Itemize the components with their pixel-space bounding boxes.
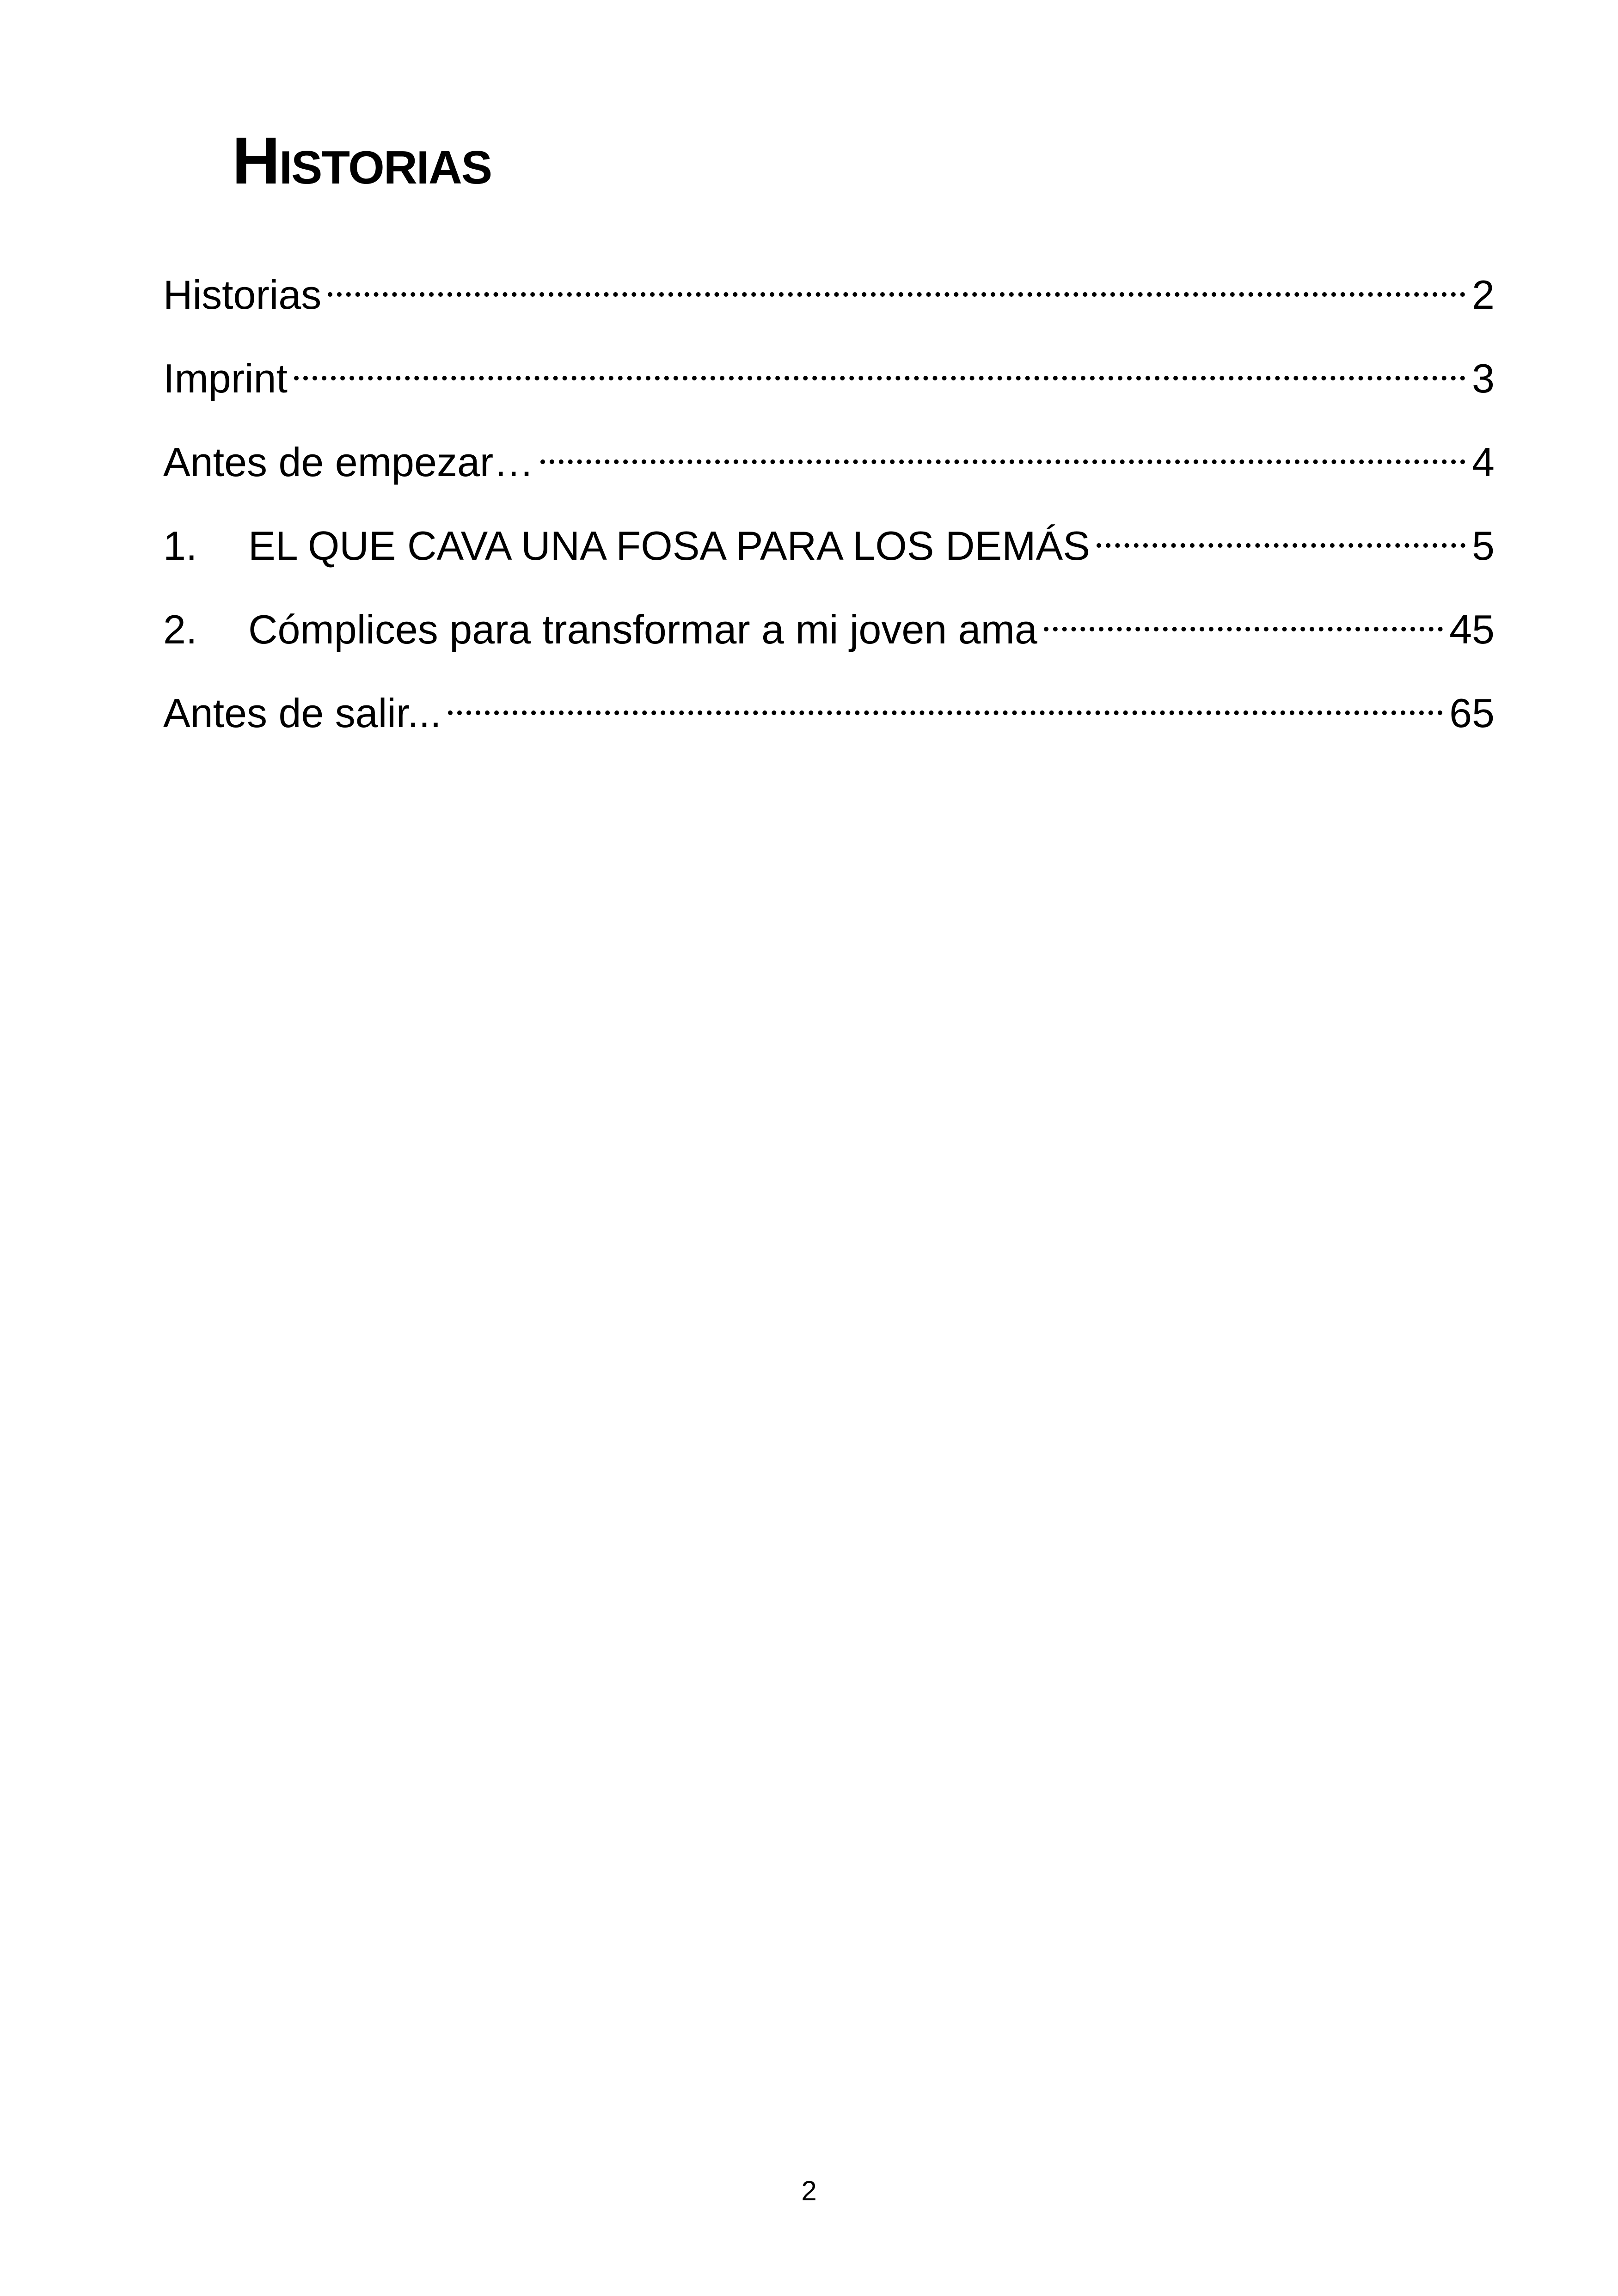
toc-entry-page: 3 <box>1472 355 1495 401</box>
toc-entry-page: 5 <box>1472 523 1495 569</box>
toc-entry-label: Imprint <box>163 355 288 401</box>
toc-dot-leader <box>294 337 1465 392</box>
toc-entry[interactable] <box>163 253 1495 337</box>
toc-entry-page: 4 <box>1472 439 1495 485</box>
toc-dot-leader <box>328 253 1465 309</box>
toc-entry-label: Cómplices para transformar a mi joven ama <box>248 606 1037 652</box>
page-title: Historias <box>232 123 492 198</box>
table-of-contents <box>163 253 1495 755</box>
toc-entry[interactable] <box>163 337 1495 421</box>
toc-entry-label: Antes de salir... <box>163 690 441 736</box>
page-number: 2 <box>801 2175 817 2206</box>
toc-entry-label: Antes de empezar… <box>163 439 534 485</box>
toc-entry-page: 65 <box>1449 690 1495 736</box>
toc-entry-number: 1. <box>163 523 197 569</box>
toc-entry[interactable] <box>163 504 1495 588</box>
toc-entry-page: 2 <box>1472 272 1495 318</box>
toc-dot-leader <box>540 421 1465 476</box>
toc-entry-label: EL QUE CAVA UNA FOSA PARA LOS DEMÁS <box>248 523 1090 569</box>
toc-entry[interactable] <box>163 421 1495 504</box>
toc-entry-number: 2. <box>163 606 197 652</box>
toc-dot-leader <box>1044 588 1443 643</box>
toc-entry-page: 45 <box>1449 606 1495 652</box>
toc-entry-label: Historias <box>163 272 322 318</box>
toc-dot-leader <box>1097 504 1465 560</box>
toc-dot-leader <box>448 672 1443 727</box>
toc-entry[interactable] <box>163 672 1495 755</box>
toc-entry[interactable] <box>163 588 1495 672</box>
